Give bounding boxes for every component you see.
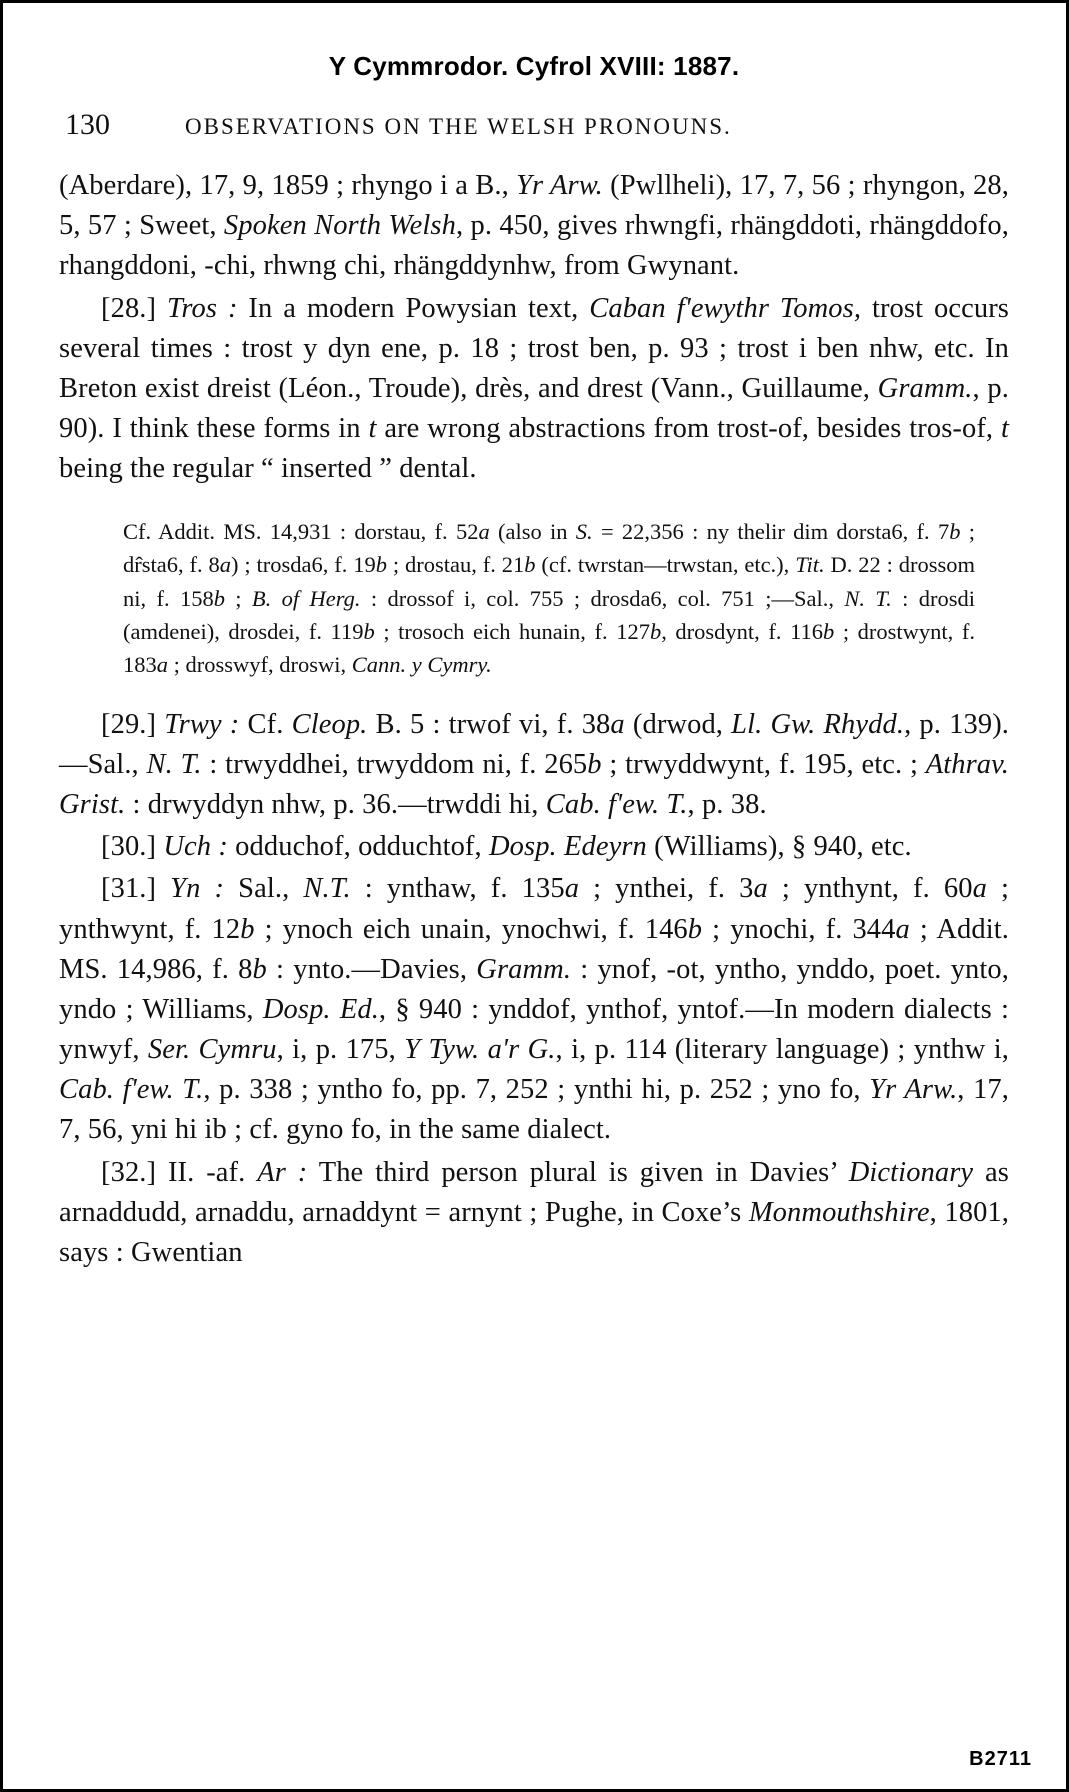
paragraph-32-ar: [32.] II. -af. Ar : The third person plural is given in Davies’ Dictionary as arnaddudd, arnaddu, arnaddynt = arnynt ; Pughe, in Coxe’s Monmouthshire, 1801, says : Gwentian xyxy=(59,1156,1009,1268)
running-title: OBSERVATIONS ON THE WELSH PRONOUNS. xyxy=(185,114,732,139)
page-content xyxy=(59,33,1009,1273)
paragraph-aberdare: (Aberdare), 17, 9, 1859 ; rhyngo i a B., Yr Arw. (Pwllheli), 17, 7, 56 ; rhyngon, 28, 5, 57 ; Sweet, Spoken North Welsh, p. 450, gives rhwngfi, rhängddoti, rhängddofo, rhangddoni, -chi, rhwng chi, rhängddynhw, from Gwynant. xyxy=(59,170,1009,282)
paragraph-30-uch: [30.] Uch : odduchof, odduchtof, Dosp. Edeyrn (Williams), § 940, etc. xyxy=(101,831,912,863)
paragraph-29-trwy: [29.] Trwy : Cf. Cleop. B. 5 : trwof vi, f. 38a (drwod, Ll. Gw. Rhydd., p. 139).—Sal., N. T. : trwyddhei, trwyddom ni, f. 265b ; trwyddwynt, f. 195, etc. ; Athrav. Grist. : drwyddyn nhw, p. 36.—trwddi hi, Cab. f'ew. T., p. 38. xyxy=(59,708,1010,821)
scan-code: B2711 xyxy=(969,1748,1032,1770)
paragraph-31-yn: [31.] Yn : Sal., N.T. : ynthaw, f. 135a ; ynthei, f. 3a ; ynthynt, f. 60a ; ynthwynt, f. 12b ; ynoch eich unain, ynochwi, f. 146b ; ynochi, f. 344a ; Addit. MS. 14,986, f. 8b : ynto.—Davies, Gramm. : ynof, -ot, yntho, ynddo, poet. ynto, yndo ; Williams, Dosp. Ed., § 940 : ynddof, ynthof, yntof.—In modern dialects : ynwyf, Ser. Cymru, i, p. 175, Y Tyw. a'r G., i, p. 114 (literary language) ; ynthw i, Cab. f'ew. T., p. 338 ; yntho fo, pp. 7, 252 ; ynthi hi, p. 252 ; yno fo, Yr Arw., 17, 7, 56, yni hi ib ; cf. gyno fo, in the same dialect. xyxy=(59,873,1010,1146)
page-number: 130 xyxy=(65,108,110,141)
journal-header: Y Cymmrodor. Cyfrol XVIII: 1887. xyxy=(328,51,740,81)
note-citations: Cf. Addit. MS. 14,931 : dorstau, f. 52a (also in S. = 22,356 : ny thelir dim dorsta6, f. 7b ; dr̂sta6, f. 8a) ; trosda6, f. 19b ; drostau, f. 21b (cf. twrstan—trwstan, etc.), Tit. D. 22 : drossom ni, f. 158b ; B. of Herg. : drossof i, col. 755 ; drosda6, col. 751 ;—Sal., N. T. : drosdi (amdenei), drosdei, f. 119b ; trosoch eich hunain, f. 127b, drosdynt, f. 116b ; drostwynt, f. 183a ; drosswyf, droswi, Cann. y Cymry. xyxy=(123,519,976,677)
paragraph-28-tros: [28.] Tros : In a modern Powysian text, Caban f'ewythr Tomos, trost occurs several times : trost y dyn ene, p. 18 ; trost ben, p. 93 ; trost i ben nhw, etc. In Breton exist dreist (Léon., Troude), drès, and drest (Vann., Guillaume, Gramm., p. 90). I think these forms in t are wrong abstractions from trost-of, besides tros-of, t being the regular “ inserted ” dental. xyxy=(59,292,1009,485)
page-header-row xyxy=(65,108,1009,142)
